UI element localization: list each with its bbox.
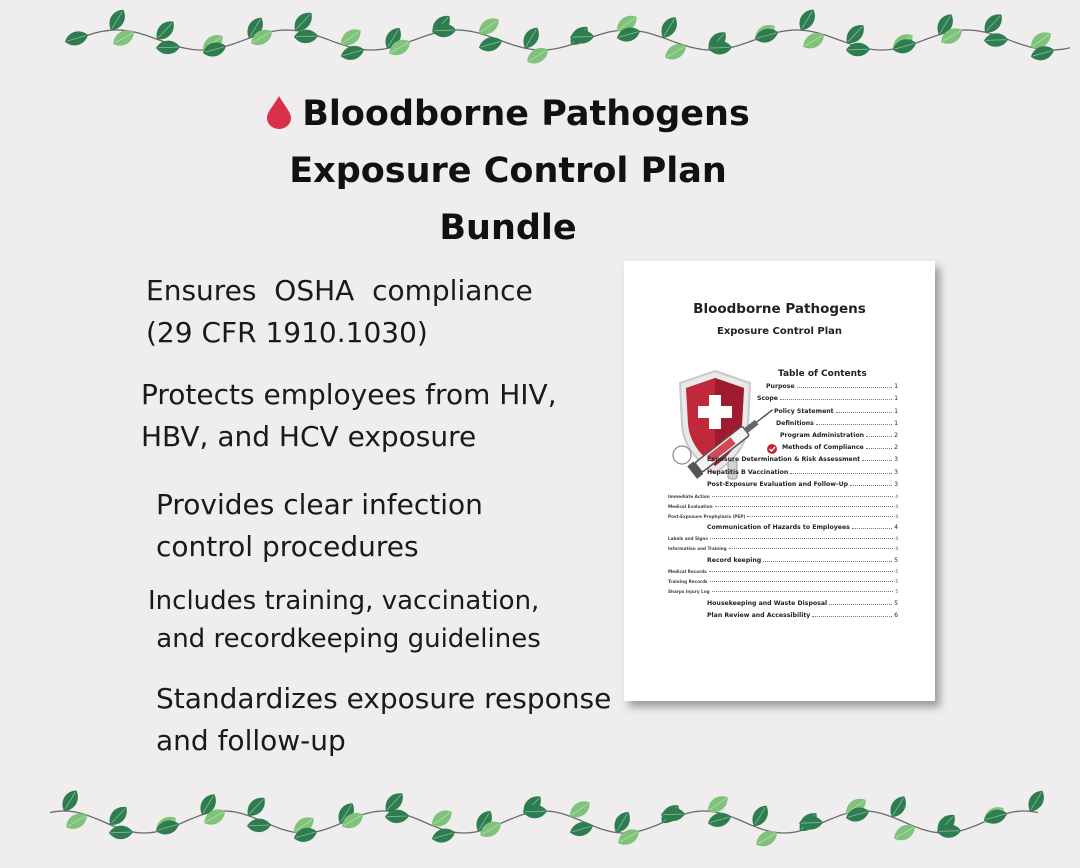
toc-leader-dots [862, 460, 892, 461]
toc-entry-page: 1 [894, 408, 898, 415]
toc-entry-label: Medical Evaluation [668, 504, 713, 509]
toc-entry-label: Medical Records [668, 569, 707, 574]
leaf [662, 40, 690, 64]
toc-leader-dots [836, 412, 892, 413]
title-line-1: Bloodborne Pathogens [302, 94, 750, 134]
toc-entry [707, 479, 898, 488]
toc-leader-dots [816, 424, 892, 425]
toc-entry-page: 5 [894, 557, 898, 564]
benefit-osha-compliance: Ensures OSHA compliance (29 CFR 1910.1030) [146, 274, 533, 349]
toc-entry-page: 4 [895, 494, 898, 499]
toc-leader-dots [709, 571, 894, 572]
toc-leader-dots [850, 485, 892, 486]
toc-entry [757, 393, 898, 402]
toc-entry-page: 5 [895, 569, 898, 574]
toc-entry [668, 534, 898, 541]
leaf [477, 35, 504, 55]
toc-leader-dots [797, 387, 893, 388]
top-leaf-vine-decoration [0, 0, 1080, 90]
toc-entry-page: 4 [895, 546, 898, 551]
toc-entry [668, 577, 898, 584]
toc-heading: Table of Contents [778, 369, 867, 379]
toc-entry-page: 5 [895, 579, 898, 584]
leaf [105, 802, 131, 829]
toc-leader-dots [812, 616, 892, 617]
toc-entry [668, 567, 898, 574]
toc-entry [766, 381, 898, 390]
leaf [58, 787, 82, 815]
leaf [428, 806, 455, 831]
leaf [430, 826, 457, 846]
toc-entry [668, 512, 898, 519]
toc-entry-label: Sharps Injury Log [668, 589, 710, 594]
toc-entry-label: Communication of Hazards to Employees [707, 524, 850, 531]
page-title [0, 86, 1016, 257]
toc-entry [707, 454, 898, 463]
toc-entry-label: Program Administration [780, 432, 865, 439]
toc-entry-label: Labels and Signs [668, 536, 708, 541]
toc-entry-label: Plan Review and Accessibility [707, 612, 811, 619]
document-subtitle: Exposure Control Plan [716, 326, 843, 337]
leaf [63, 29, 90, 49]
toc-entry [707, 598, 898, 607]
benefit-exposure-response: Standardizes exposure response and follow-up [156, 682, 612, 757]
leaf [109, 825, 133, 839]
leaf [339, 43, 366, 63]
title-line-2: Exposure Control Plan [289, 151, 727, 191]
toc-entry [780, 430, 898, 439]
toc-entry-label: Policy Statement [774, 408, 834, 415]
toc-entry-label: Training Records [668, 579, 708, 584]
toc-entry-page: 4 [895, 504, 898, 509]
toc-leader-dots [712, 496, 894, 497]
leaf [156, 40, 180, 54]
toc-entry-label: Purpose [766, 383, 795, 390]
toc-entry-label: Housekeeping and Waste Disposal [707, 600, 828, 607]
toc-entry-label: Exposure Determination & Risk Assessment [707, 456, 861, 463]
toc-entry-label: Immediate Action [668, 494, 710, 499]
toc-entry-page: 5 [895, 589, 898, 594]
toc-leader-dots [829, 604, 892, 605]
leaf [475, 14, 502, 39]
toc-entry-page: 5 [894, 600, 898, 607]
leaf [337, 25, 364, 50]
leaf [243, 793, 269, 820]
toc-entry-page: 3 [894, 481, 898, 488]
toc-entry [707, 467, 898, 476]
toc-entry-label: Post-Exposure Evaluation and Follow-Up [707, 481, 849, 488]
toc-entry-page: 6 [894, 612, 898, 619]
leaf [706, 810, 733, 830]
toc-entry-label: Information and Training [668, 546, 727, 551]
leaf [568, 819, 595, 839]
leaf [753, 26, 780, 46]
toc-leader-dots [712, 591, 894, 592]
toc-leader-dots [852, 528, 892, 529]
toc-leader-dots [710, 581, 894, 582]
toc-entry-page: 1 [894, 383, 898, 390]
toc-entry [707, 610, 898, 619]
leaf [154, 818, 181, 838]
toc-entry-label: Record keeping [707, 557, 762, 564]
toc-entry-page: 3 [894, 469, 898, 476]
toc-entry [668, 502, 898, 509]
leaf [566, 797, 593, 822]
document-preview [624, 261, 935, 701]
leaf [891, 821, 919, 845]
toc-leader-dots [729, 548, 894, 549]
toc-entry-page: 3 [894, 456, 898, 463]
toc-entry-page: 1 [894, 395, 898, 402]
toc-entry [774, 406, 898, 415]
toc-entry-label: Methods of Compliance [782, 444, 864, 451]
benefit-training-guidelines: Includes training, vaccination, and recordkeeping guidelines [148, 586, 541, 654]
toc-leader-dots [763, 561, 892, 562]
toc-entry [668, 544, 898, 551]
toc-leader-dots [715, 506, 894, 507]
toc-entry [707, 555, 898, 564]
title-line-3: Bundle [439, 208, 577, 248]
leaf [984, 33, 1008, 47]
toc-entry-label: Scope [757, 395, 779, 402]
document-title: Bloodborne Pathogens [693, 301, 866, 317]
leaf [980, 10, 1006, 37]
leaf [152, 17, 178, 44]
toc-leader-dots [747, 516, 893, 517]
table-of-contents [624, 261, 935, 701]
blood-drop-icon [266, 95, 292, 129]
toc-entry [707, 522, 898, 531]
bottom-leaf-vine-decoration [0, 778, 1080, 868]
toc-leader-dots [866, 448, 892, 449]
leaf [891, 37, 918, 57]
toc-entry-page: 2 [894, 444, 898, 451]
benefit-protects-employees: Protects employees from HIV, HBV, and HCV exposure [141, 378, 557, 453]
toc-entry-label: Definitions [776, 420, 814, 427]
toc-entry-page: 4 [894, 524, 898, 531]
toc-entry-label: Hepatitis B Vaccination [707, 469, 789, 476]
toc-entry [668, 492, 898, 499]
leaf [846, 42, 870, 56]
toc-entry [668, 587, 898, 594]
toc-entry [776, 418, 898, 427]
benefit-infection-control: Provides clear infection control procedures [156, 488, 483, 563]
toc-leader-dots [866, 436, 892, 437]
toc-leader-dots [710, 538, 893, 539]
toc-entry-page: 4 [895, 536, 898, 541]
toc-leader-dots [780, 399, 892, 400]
toc-entry-page: 2 [894, 432, 898, 439]
leaf [982, 807, 1009, 827]
toc-entry-page: 1 [894, 420, 898, 427]
leaf [247, 818, 271, 832]
toc-leader-dots [790, 473, 892, 474]
toc-entry-page: 4 [895, 514, 898, 519]
toc-entry-label: Post-Exposure Prophylaxis (PEP) [668, 514, 746, 519]
toc-entry [782, 442, 898, 451]
